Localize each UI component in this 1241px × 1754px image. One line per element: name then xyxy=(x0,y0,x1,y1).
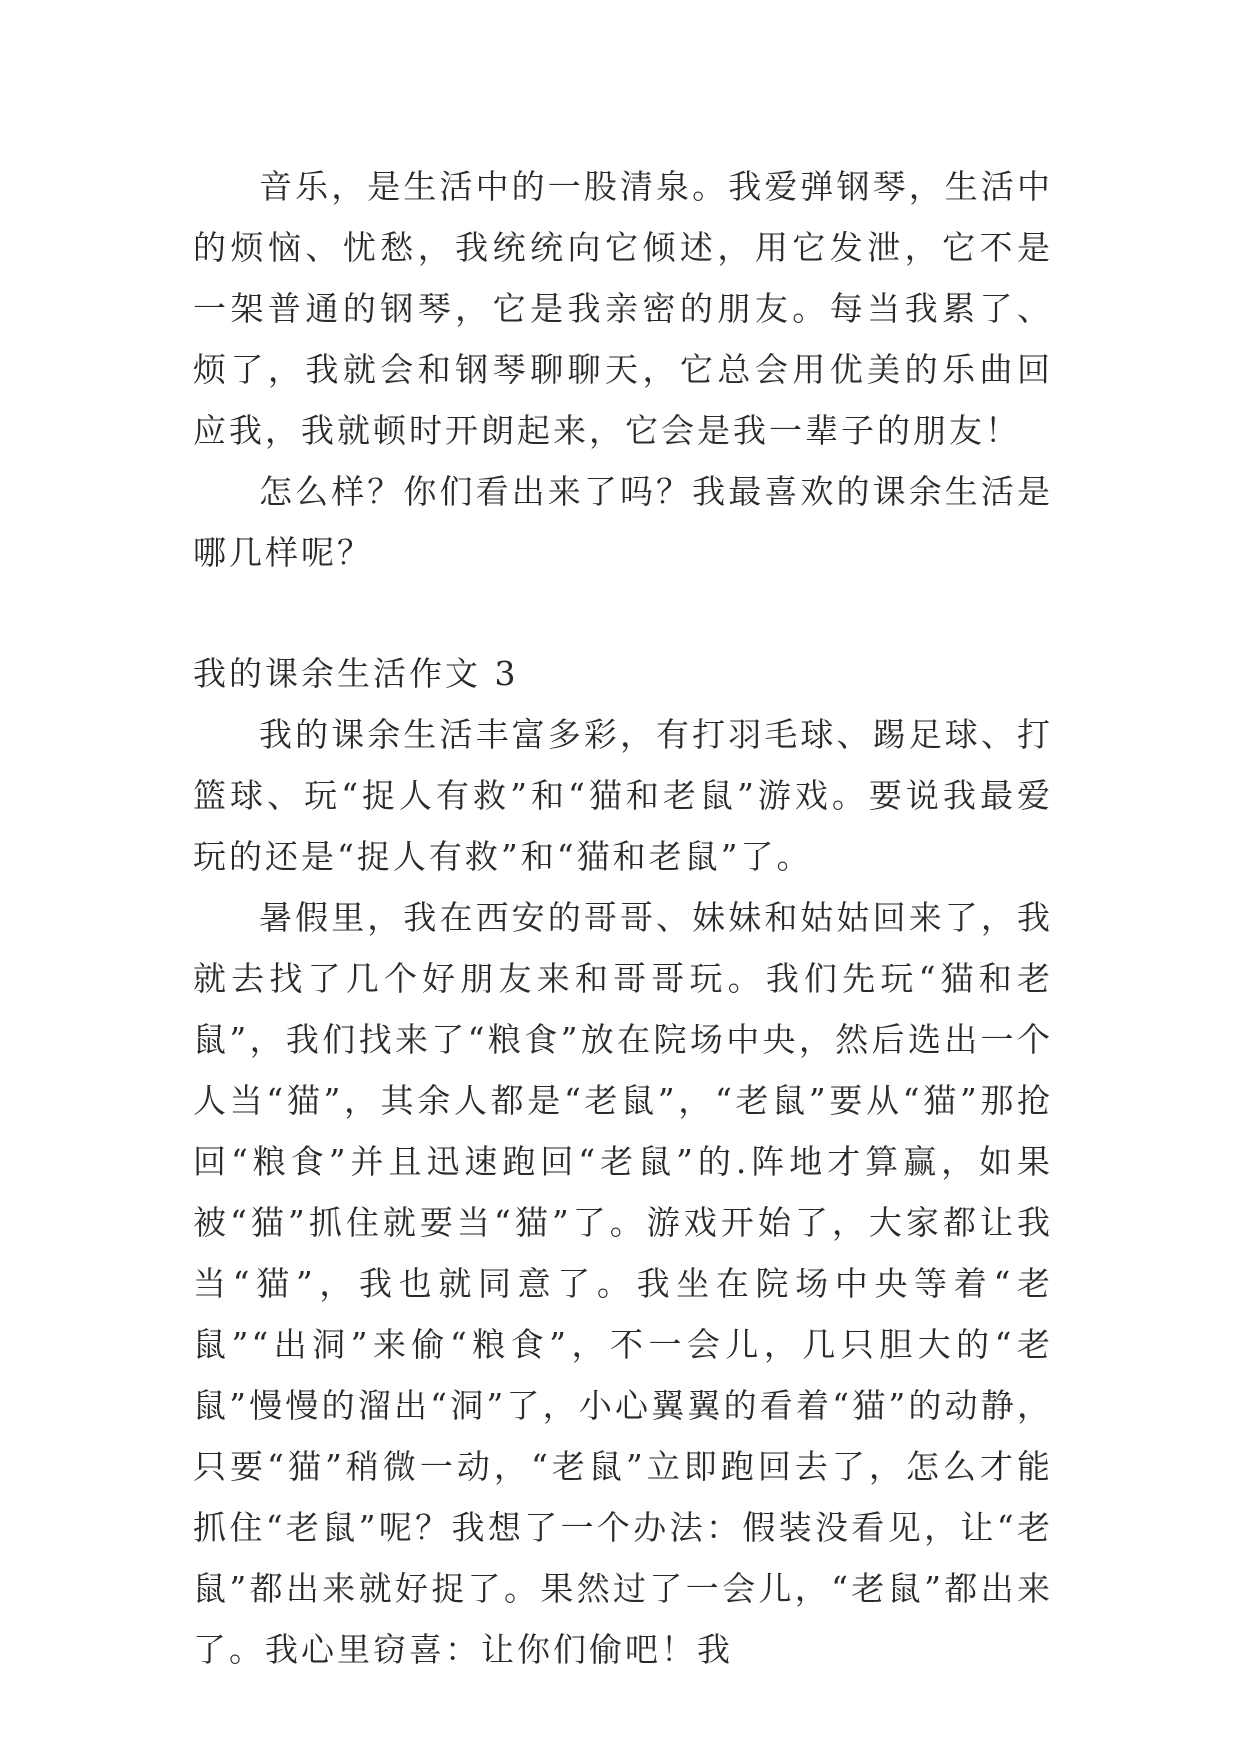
paragraph-intro: 我的课余生活丰富多彩，有打羽毛球、踢足球、打篮球、玩“捉人有救”和“猫和老鼠”游戏。要说我最爱玩的还是“捉人有救”和“猫和老鼠”了。 xyxy=(193,715,1053,876)
document-body xyxy=(193,156,1053,1680)
paragraph-question: 怎么样？你们看出来了吗？我最喜欢的课余生活是哪几样呢？ xyxy=(193,472,1053,572)
section-heading: 我的课余生活作文 3 xyxy=(193,654,519,693)
paragraph-piano: 音乐，是生活中的一股清泉。我爱弹钢琴，生活中的烦恼、忧愁，我统统向它倾述，用它发泄，它不是一架普通的钢琴，它是我亲密的朋友。每当我累了、烦了，我就会和钢琴聊聊天，它总会用优美的乐曲回应我，我就顿时开朗起来，它会是我一辈子的朋友！ xyxy=(193,167,1053,450)
section-spacer xyxy=(193,583,1053,643)
paragraph-cat-and-mouse: 暑假里，我在西安的哥哥、妹妹和姑姑回来了，我就去找了几个好朋友来和哥哥玩。我们先玩“猫和老鼠”，我们找来了“粮食”放在院场中央，然后选出一个人当“猫”，其余人都是“老鼠”，“老鼠”要从“猫”那抢回“粮食”并且迅速跑回“老鼠”的.阵地才算赢，如果被“猫”抓住就要当“猫”了。游戏开始了，大家都让我当“猫”，我也就同意了。我坐在院场中央等着“老鼠”“出洞”来偷“粮食”，不一会儿，几只胆大的“老鼠”慢慢的溜出“洞”了，小心翼翼的看着“猫”的动静，只要“猫”稍微一动，“老鼠”立即跑回去了，怎么才能抓住“老鼠”呢？我想了一个办法：假装没看见，让“老鼠”都出来就好捉了。果然过了一会儿，“老鼠”都出来了。我心里窃喜：让你们偷吧！我 xyxy=(193,898,1053,1669)
